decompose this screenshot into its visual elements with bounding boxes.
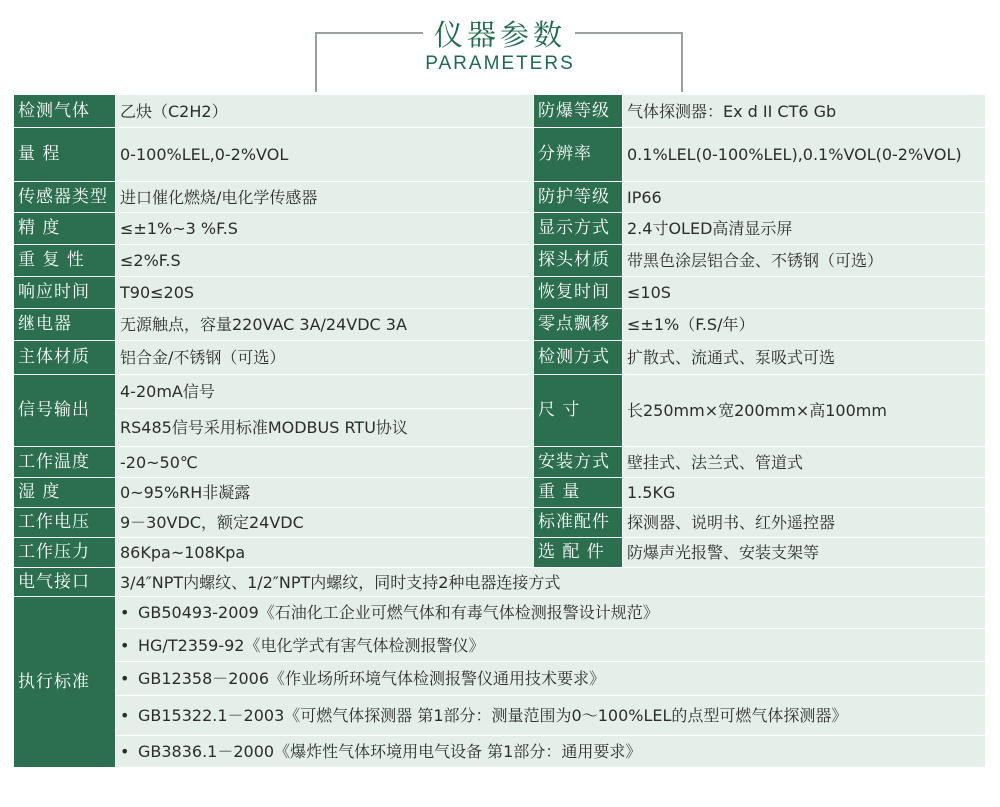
- param-value: 乙炔（C2H2）: [116, 95, 534, 128]
- param-value: 进口催化燃烧/电化学传感器: [116, 182, 534, 213]
- param-value: IP66: [623, 182, 986, 213]
- param-value: 0-100%LEL,0-2%VOL: [116, 128, 534, 182]
- param-label: 湿 度: [14, 478, 116, 508]
- param-label: 尺 寸: [534, 375, 623, 447]
- param-label: 检测气体: [14, 95, 116, 128]
- standard-text: GB3836.1－2000《爆炸性气体环境用电气设备 第1部分：通用要求》: [138, 742, 642, 761]
- param-label: 精 度: [14, 213, 116, 245]
- standard-text: GB50493-2009《石油化工企业可燃气体和有毒气体检测报警设计规范》: [138, 603, 659, 622]
- parameters-table: [13, 94, 986, 768]
- param-value: RS485信号采用标准MODBUS RTU协议: [116, 409, 534, 447]
- param-value: 无源触点，容量220VAC 3A/24VDC 3A: [116, 309, 534, 341]
- param-value: -20~50℃: [116, 447, 534, 478]
- table-row: [14, 213, 986, 245]
- table-row: [14, 478, 986, 508]
- standard-text: HG/T2359-92《电化学式有害气体检测报警仪》: [138, 635, 485, 655]
- standard-item: [116, 597, 986, 629]
- param-label: 重 复 性: [14, 245, 116, 277]
- bullet-icon: •: [120, 635, 130, 655]
- param-value: ≤2%F.S: [116, 245, 534, 277]
- param-value: 铝合金/不锈钢（可选）: [116, 341, 534, 375]
- param-value: 9－30VDC，额定24VDC: [116, 508, 534, 538]
- param-label: 重 量: [534, 478, 623, 508]
- param-label: 信号输出: [14, 375, 116, 447]
- table-row: [14, 508, 986, 538]
- param-label: 继电器: [14, 309, 116, 341]
- param-value: 带黑色涂层铝合金、不锈钢（可选）: [623, 245, 986, 277]
- table-row: [14, 538, 986, 568]
- param-label: 选 配 件: [534, 538, 623, 568]
- param-label: 标准配件: [534, 508, 623, 538]
- standard-item: [116, 629, 986, 662]
- param-value: ≤±1%（F.S/年）: [623, 309, 986, 341]
- table-row: [14, 277, 986, 309]
- standard-text: GB15322.1－2003《可燃气体探测器 第1部分：测量范围为0～100%LEL的点型可燃气体探测器》: [138, 706, 848, 725]
- table-row: [14, 341, 986, 375]
- param-label: 防爆等级: [534, 95, 623, 128]
- param-label: 防护等级: [534, 182, 623, 213]
- param-label: 检测方式: [534, 341, 623, 375]
- standard-item: [116, 662, 986, 696]
- table-row: [14, 128, 986, 182]
- param-label: 主体材质: [14, 341, 116, 375]
- table-row: [14, 597, 986, 629]
- param-label: 电气接口: [14, 568, 116, 597]
- table-row: [14, 375, 986, 409]
- param-value: 0.1%LEL(0-100%LEL),0.1%VOL(0-2%VOL): [623, 128, 986, 182]
- param-label: 传感器类型: [14, 182, 116, 213]
- table-row: [14, 182, 986, 213]
- param-value: 气体探测器：Ex d II CT6 Gb: [623, 95, 986, 128]
- param-value: ≤±1%~3 %F.S: [116, 213, 534, 245]
- bullet-icon: •: [120, 603, 130, 622]
- param-label: 工作压力: [14, 538, 116, 568]
- param-label: 量 程: [14, 128, 116, 182]
- standard-item: [116, 736, 986, 768]
- param-label: 探头材质: [534, 245, 623, 277]
- param-value: 探测器、说明书、红外遥控器: [623, 508, 986, 538]
- table-row: [14, 696, 986, 736]
- table-row: [14, 629, 986, 662]
- bullet-icon: •: [120, 669, 130, 688]
- table-row: [14, 662, 986, 696]
- param-value: 4-20mA信号: [116, 375, 534, 409]
- param-label: 安装方式: [534, 447, 623, 478]
- param-label: 工作温度: [14, 447, 116, 478]
- table-row: [14, 736, 986, 768]
- table-row: [14, 447, 986, 478]
- param-value: 长250mm×宽200mm×高100mm: [623, 375, 986, 447]
- bullet-icon: •: [120, 706, 130, 725]
- param-value: T90≤20S: [116, 277, 534, 309]
- param-label: 零点飘移: [534, 309, 623, 341]
- param-label: 分辨率: [534, 128, 623, 182]
- param-value: 0~95%RH非凝露: [116, 478, 534, 508]
- standard-item: [116, 696, 986, 736]
- param-value: 3/4″NPT内螺纹、1/2″NPT内螺纹，同时支持2种电器连接方式: [116, 568, 986, 597]
- param-label: 显示方式: [534, 213, 623, 245]
- param-label: 恢复时间: [534, 277, 623, 309]
- param-value: 2.4寸OLED高清显示屏: [623, 213, 986, 245]
- page-title: 仪器参数: [433, 18, 566, 52]
- param-label: 工作电压: [14, 508, 116, 538]
- param-label: 响应时间: [14, 277, 116, 309]
- param-value: 壁挂式、法兰式、管道式: [623, 447, 986, 478]
- table-row: [14, 568, 986, 597]
- page-header: [0, 0, 1000, 92]
- table-row: [14, 245, 986, 277]
- param-value: ≤10S: [623, 277, 986, 309]
- table-row: [14, 95, 986, 128]
- param-value: 防爆声光报警、安装支架等: [623, 538, 986, 568]
- param-label: 执行标准: [14, 597, 116, 768]
- table-row: [14, 309, 986, 341]
- bullet-icon: •: [120, 742, 130, 761]
- param-value: 扩散式、流通式、泵吸式可选: [623, 341, 986, 375]
- param-value: 86Kpa~108Kpa: [116, 538, 534, 568]
- page-subtitle: PARAMETERS: [425, 53, 575, 74]
- param-value: 1.5KG: [623, 478, 986, 508]
- standard-text: GB12358－2006《作业场所环境气体检测报警仪通用技术要求》: [138, 669, 605, 688]
